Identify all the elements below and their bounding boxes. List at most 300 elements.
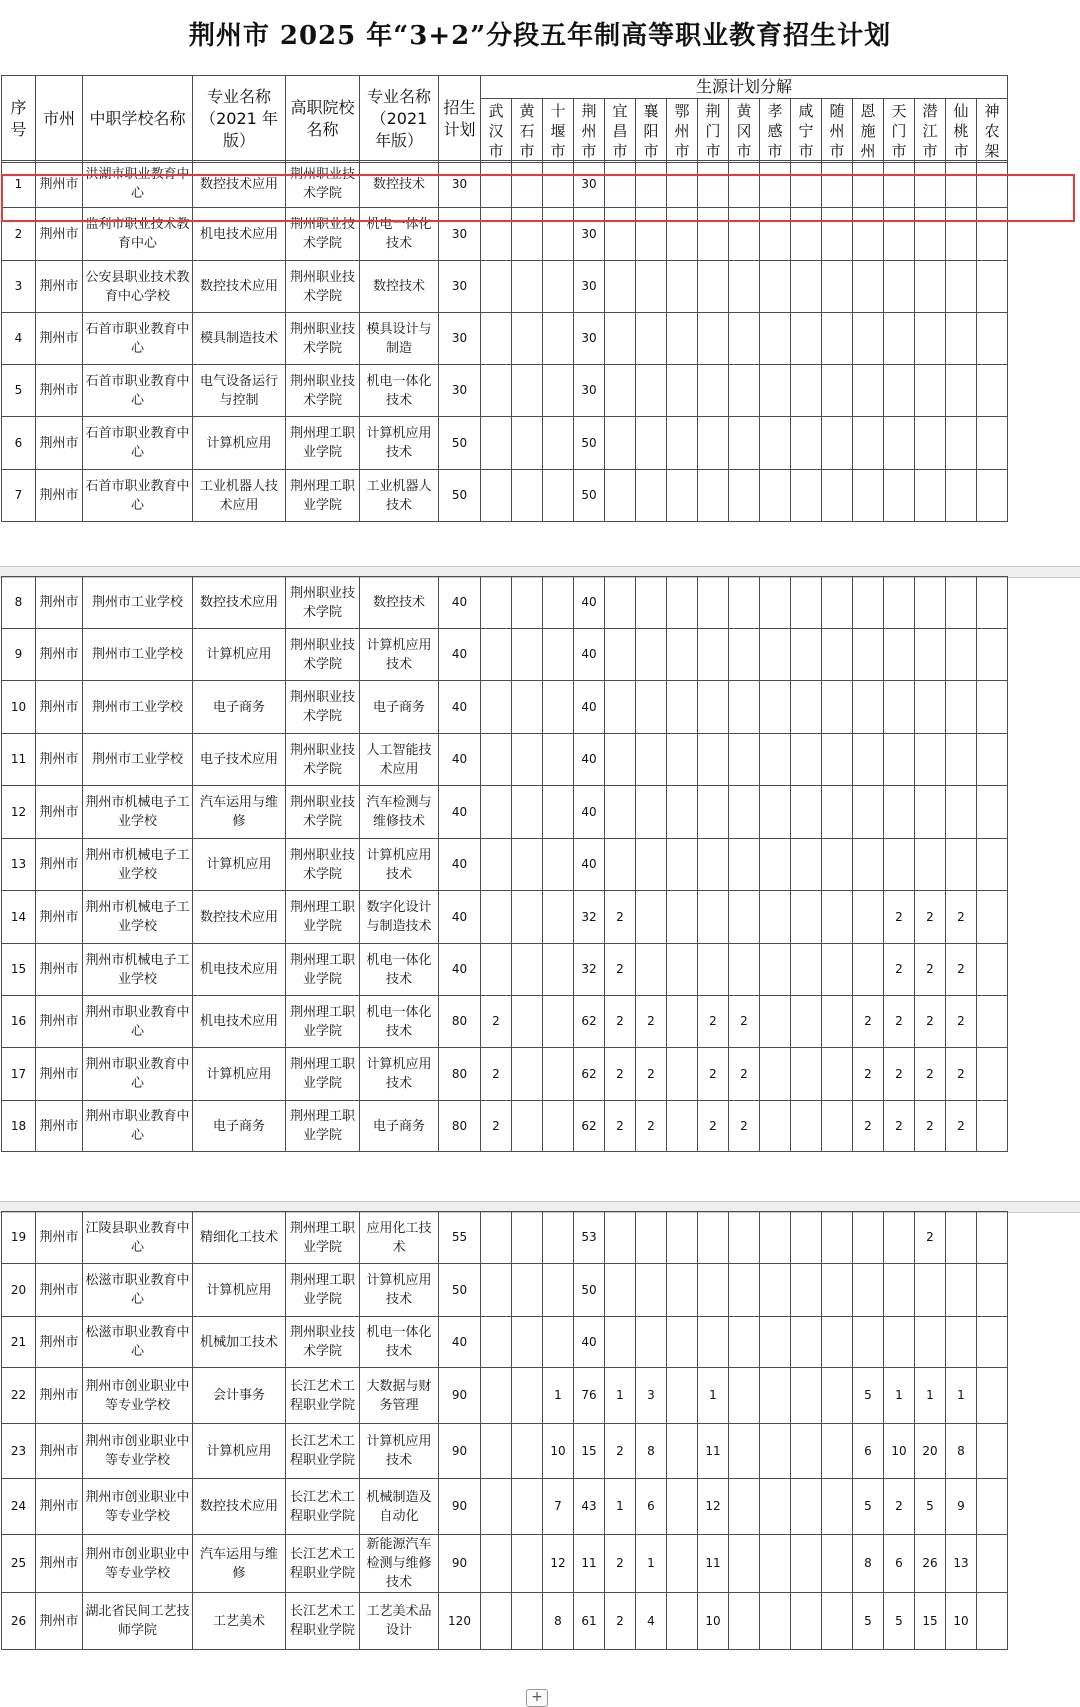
cell-region-quota: [915, 261, 946, 313]
table-row[interactable]: [2, 1479, 1008, 1535]
cell-region-quota: [853, 161, 884, 208]
cell-region-quota: [605, 208, 636, 261]
cell-school: 荆州市工业学校: [83, 577, 193, 629]
cell-region-quota: [698, 734, 729, 786]
cell-region-quota: [481, 681, 512, 734]
cell-city: 荆州市: [36, 734, 83, 786]
table-row[interactable]: [2, 1317, 1008, 1368]
cell-region-quota: [512, 1212, 543, 1264]
cell-region-quota: [946, 577, 977, 629]
cell-college: 荆州理工职业学院: [286, 891, 360, 944]
cell-region-quota: [512, 1048, 543, 1101]
cell-region-quota: [729, 470, 760, 522]
cell-region-quota: [884, 681, 915, 734]
cell-college: 荆州职业技术学院: [286, 681, 360, 734]
cell-college-major: 机电一体化技术: [360, 1317, 439, 1368]
cell-college: 荆州理工职业学院: [286, 417, 360, 470]
cell-region-quota: [884, 1212, 915, 1264]
cell-major: 机电技术应用: [193, 208, 286, 261]
cell-region-quota: 2: [605, 1101, 636, 1152]
cell-college-major: 工业机器人技术: [360, 470, 439, 522]
cell-region-quota: 13: [946, 1535, 977, 1593]
cell-college-major: 汽车检测与维修技术: [360, 786, 439, 839]
cell-plan: 30: [439, 208, 481, 261]
cell-region-quota: [667, 417, 698, 470]
cell-region-quota: [853, 891, 884, 944]
table-row[interactable]: [2, 1368, 1008, 1424]
cell-school: 荆州市创业职业中等专业学校: [83, 1368, 193, 1424]
table-header: [1, 75, 1008, 163]
cell-major: 数控技术应用: [193, 261, 286, 313]
cell-region-quota: 11: [698, 1424, 729, 1479]
cell-region-quota: [977, 1424, 1008, 1479]
cell-region-quota: [915, 313, 946, 365]
cell-region-quota: [698, 891, 729, 944]
cell-region-quota: [481, 786, 512, 839]
cell-plan: 40: [439, 629, 481, 681]
cell-plan: 55: [439, 1212, 481, 1264]
cell-region-quota: 2: [853, 996, 884, 1048]
cell-region-quota: [481, 577, 512, 629]
cell-region-quota: [822, 313, 853, 365]
cell-region-quota: [729, 786, 760, 839]
cell-region-quota: 10: [884, 1424, 915, 1479]
header-plan: 招生计划: [439, 76, 481, 163]
cell-region-quota: [760, 1424, 791, 1479]
cell-region-quota: [822, 734, 853, 786]
cell-region-quota: [512, 470, 543, 522]
cell-region-quota: [605, 786, 636, 839]
table-row[interactable]: [2, 365, 1008, 417]
cell-region-quota: 8: [946, 1424, 977, 1479]
cell-college-major: 机电一体化技术: [360, 996, 439, 1048]
cell-region-quota: [667, 313, 698, 365]
cell-school: 石首市职业教育中心: [83, 313, 193, 365]
cell-region-quota: [636, 1317, 667, 1368]
cell-region-quota: [977, 577, 1008, 629]
cell-region-quota: [977, 1101, 1008, 1152]
cell-city: 荆州市: [36, 1424, 83, 1479]
cell-region-quota: [791, 365, 822, 417]
add-row-button[interactable]: +: [526, 1689, 548, 1707]
cell-plan: 50: [439, 1264, 481, 1317]
cell-major: 工艺美术: [193, 1593, 286, 1650]
cell-school: 湖北省民间工艺技师学院: [83, 1593, 193, 1650]
cell-seq: 23: [2, 1424, 36, 1479]
cell-region-quota: [977, 839, 1008, 891]
cell-region-quota: 2: [884, 996, 915, 1048]
table-row[interactable]: [2, 161, 1008, 208]
cell-seq: 9: [2, 629, 36, 681]
cell-region-quota: [822, 261, 853, 313]
cell-region-quota: 6: [636, 1479, 667, 1535]
cell-seq: 20: [2, 1264, 36, 1317]
cell-college-major: 计算机应用技术: [360, 417, 439, 470]
cell-seq: 4: [2, 313, 36, 365]
cell-school: 公安县职业技术教育中心学校: [83, 261, 193, 313]
cell-region-quota: [605, 417, 636, 470]
cell-college-major: 电子商务: [360, 1101, 439, 1152]
cell-city: 荆州市: [36, 996, 83, 1048]
cell-region-quota: [729, 681, 760, 734]
cell-region-quota: [512, 577, 543, 629]
cell-major: 机械加工技术: [193, 1317, 286, 1368]
cell-region-quota: [977, 1317, 1008, 1368]
cell-region-quota: [822, 839, 853, 891]
cell-region-quota: [636, 839, 667, 891]
cell-region-quota: [729, 891, 760, 944]
cell-region-quota: [729, 313, 760, 365]
cell-seq: 15: [2, 944, 36, 996]
cell-region-quota: [946, 734, 977, 786]
cell-plan: 40: [439, 891, 481, 944]
cell-region-quota: [729, 261, 760, 313]
cell-region-quota: 2: [605, 1048, 636, 1101]
cell-plan: 90: [439, 1368, 481, 1424]
cell-college-major: 数字化设计与制造技术: [360, 891, 439, 944]
cell-region-quota: [977, 1535, 1008, 1593]
cell-region-quota: 26: [915, 1535, 946, 1593]
cell-region-quota: 2: [946, 944, 977, 996]
table-row[interactable]: [2, 313, 1008, 365]
cell-region-quota: [729, 944, 760, 996]
cell-city: 荆州市: [36, 891, 83, 944]
cell-region-quota: [946, 839, 977, 891]
cell-region-quota: 2: [915, 1048, 946, 1101]
cell-region-quota: 1: [698, 1368, 729, 1424]
cell-college: 荆州理工职业学院: [286, 944, 360, 996]
cell-region-quota: [791, 1264, 822, 1317]
cell-school: 荆州市职业教育中心: [83, 1048, 193, 1101]
table-row[interactable]: [2, 1593, 1008, 1650]
cell-region-quota: [512, 891, 543, 944]
cell-region-quota: 2: [884, 1479, 915, 1535]
cell-region-quota: 2: [698, 1048, 729, 1101]
table-row[interactable]: [2, 261, 1008, 313]
cell-region-quota: [760, 1317, 791, 1368]
header-college: 高职院校名称: [286, 76, 360, 163]
cell-region-quota: 15: [574, 1424, 605, 1479]
cell-region-quota: [977, 681, 1008, 734]
table-row[interactable]: [2, 1212, 1008, 1264]
cell-school: 荆州市工业学校: [83, 681, 193, 734]
cell-region-quota: [512, 629, 543, 681]
cell-region-quota: 8: [636, 1424, 667, 1479]
cell-region-quota: [512, 417, 543, 470]
cell-region-quota: [853, 1317, 884, 1368]
table-row[interactable]: [2, 1101, 1008, 1152]
cell-region-quota: [884, 261, 915, 313]
cell-region-quota: [605, 161, 636, 208]
cell-college-major: 计算机应用技术: [360, 1048, 439, 1101]
cell-college: 荆州职业技术学院: [286, 161, 360, 208]
cell-region-quota: [512, 261, 543, 313]
cell-region-quota: [729, 629, 760, 681]
cell-region-quota: [667, 1101, 698, 1152]
cell-region-quota: [822, 1264, 853, 1317]
cell-region-quota: 2: [915, 944, 946, 996]
cell-region-quota: 2: [884, 1048, 915, 1101]
header-region: 仙桃市: [946, 99, 977, 163]
cell-region-quota: [822, 944, 853, 996]
cell-region-quota: [822, 996, 853, 1048]
cell-region-quota: 40: [574, 839, 605, 891]
cell-region-quota: [977, 629, 1008, 681]
cell-region-quota: [884, 417, 915, 470]
cell-region-quota: 30: [574, 313, 605, 365]
cell-region-quota: [512, 681, 543, 734]
cell-region-quota: [636, 734, 667, 786]
cell-region-quota: [729, 577, 760, 629]
table-row[interactable]: [2, 944, 1008, 996]
cell-region-quota: [729, 161, 760, 208]
cell-plan: 80: [439, 1101, 481, 1152]
cell-region-quota: [946, 261, 977, 313]
cell-seq: 1: [2, 161, 36, 208]
cell-region-quota: [512, 944, 543, 996]
cell-region-quota: [760, 629, 791, 681]
cell-school: 松滋市职业教育中心: [83, 1317, 193, 1368]
cell-plan: 90: [439, 1424, 481, 1479]
cell-city: 荆州市: [36, 313, 83, 365]
cell-region-quota: [791, 734, 822, 786]
header-region: 恩施州: [853, 99, 884, 163]
cell-region-quota: [977, 161, 1008, 208]
cell-college-major: 计算机应用技术: [360, 1264, 439, 1317]
cell-college-major: 计算机应用技术: [360, 839, 439, 891]
cell-college-major: 数控技术: [360, 161, 439, 208]
cell-region-quota: [853, 786, 884, 839]
cell-college: 荆州职业技术学院: [286, 577, 360, 629]
cell-region-quota: [791, 839, 822, 891]
cell-seq: 2: [2, 208, 36, 261]
cell-region-quota: [636, 161, 667, 208]
cell-region-quota: [481, 1212, 512, 1264]
cell-region-quota: [977, 996, 1008, 1048]
header-region: 孝感市: [760, 99, 791, 163]
table-row[interactable]: [2, 786, 1008, 839]
cell-region-quota: [698, 1264, 729, 1317]
cell-school: 荆州市创业职业中等专业学校: [83, 1424, 193, 1479]
cell-region-quota: 2: [636, 1048, 667, 1101]
cell-region-quota: [698, 417, 729, 470]
cell-region-quota: 2: [853, 1048, 884, 1101]
cell-region-quota: [512, 1264, 543, 1317]
cell-region-quota: [822, 577, 853, 629]
cell-plan: 80: [439, 1048, 481, 1101]
cell-region-quota: [512, 996, 543, 1048]
cell-region-quota: [605, 629, 636, 681]
cell-region-quota: [543, 417, 574, 470]
cell-region-quota: [946, 1212, 977, 1264]
cell-region-quota: 30: [574, 208, 605, 261]
cell-region-quota: [636, 417, 667, 470]
table-row[interactable]: [2, 891, 1008, 944]
cell-plan: 80: [439, 996, 481, 1048]
cell-region-quota: [729, 1317, 760, 1368]
cell-region-quota: 4: [636, 1593, 667, 1650]
cell-region-quota: 2: [884, 944, 915, 996]
cell-region-quota: 2: [605, 996, 636, 1048]
cell-region-quota: [884, 734, 915, 786]
cell-region-quota: [760, 1593, 791, 1650]
cell-region-quota: [977, 313, 1008, 365]
table-row[interactable]: [2, 208, 1008, 261]
cell-region-quota: 43: [574, 1479, 605, 1535]
cell-major: 工业机器人技术应用: [193, 470, 286, 522]
cell-region-quota: 76: [574, 1368, 605, 1424]
cell-region-quota: [605, 577, 636, 629]
cell-major: 计算机应用: [193, 629, 286, 681]
header-region: 咸宁市: [791, 99, 822, 163]
cell-school: 荆州市机械电子工业学校: [83, 944, 193, 996]
cell-region-quota: 6: [853, 1424, 884, 1479]
cell-region-quota: [667, 1048, 698, 1101]
cell-region-quota: [543, 1101, 574, 1152]
cell-city: 荆州市: [36, 944, 83, 996]
cell-seq: 12: [2, 786, 36, 839]
cell-region-quota: [760, 365, 791, 417]
cell-plan: 50: [439, 417, 481, 470]
cell-city: 荆州市: [36, 417, 83, 470]
table-row[interactable]: [2, 839, 1008, 891]
table-row[interactable]: [2, 996, 1008, 1048]
cell-region-quota: [853, 470, 884, 522]
cell-region-quota: 62: [574, 996, 605, 1048]
cell-region-quota: [636, 313, 667, 365]
cell-plan: 30: [439, 365, 481, 417]
cell-plan: 40: [439, 944, 481, 996]
cell-seq: 17: [2, 1048, 36, 1101]
cell-region-quota: 62: [574, 1101, 605, 1152]
cell-region-quota: [729, 839, 760, 891]
cell-region-quota: [791, 891, 822, 944]
table-row[interactable]: [2, 629, 1008, 681]
cell-region-quota: [605, 1317, 636, 1368]
cell-region-quota: [698, 577, 729, 629]
cell-major: 计算机应用: [193, 839, 286, 891]
cell-region-quota: [667, 1264, 698, 1317]
cell-region-quota: [698, 839, 729, 891]
cell-school: 荆州市职业教育中心: [83, 1101, 193, 1152]
cell-seq: 7: [2, 470, 36, 522]
cell-major: 精细化工技术: [193, 1212, 286, 1264]
table-row[interactable]: [2, 1535, 1008, 1593]
cell-region-quota: [512, 1101, 543, 1152]
cell-college: 荆州理工职业学院: [286, 470, 360, 522]
cell-region-quota: [512, 786, 543, 839]
cell-seq: 3: [2, 261, 36, 313]
cell-region-quota: [636, 365, 667, 417]
cell-region-quota: [481, 261, 512, 313]
cell-region-quota: 2: [605, 891, 636, 944]
cell-region-quota: [543, 1264, 574, 1317]
cell-city: 荆州市: [36, 1048, 83, 1101]
cell-region-quota: 10: [543, 1424, 574, 1479]
header-seq: 序号: [2, 76, 36, 163]
cell-region-quota: [822, 1368, 853, 1424]
cell-region-quota: [698, 313, 729, 365]
cell-region-quota: [512, 1368, 543, 1424]
cell-region-quota: [791, 944, 822, 996]
table-row[interactable]: [2, 734, 1008, 786]
cell-region-quota: [853, 313, 884, 365]
cell-region-quota: [915, 470, 946, 522]
table-row[interactable]: [2, 1264, 1008, 1317]
table-row[interactable]: [2, 417, 1008, 470]
cell-city: 荆州市: [36, 1264, 83, 1317]
cell-region-quota: [667, 891, 698, 944]
cell-plan: 50: [439, 470, 481, 522]
cell-region-quota: [791, 208, 822, 261]
cell-college: 荆州职业技术学院: [286, 629, 360, 681]
cell-region-quota: [512, 208, 543, 261]
cell-seq: 8: [2, 577, 36, 629]
cell-region-quota: [667, 1479, 698, 1535]
cell-region-quota: [636, 208, 667, 261]
cell-region-quota: [760, 1264, 791, 1317]
cell-region-quota: [512, 313, 543, 365]
cell-region-quota: [915, 161, 946, 208]
cell-region-quota: [636, 944, 667, 996]
cell-city: 荆州市: [36, 681, 83, 734]
cell-region-quota: [760, 313, 791, 365]
header-region: 十堰市: [543, 99, 574, 163]
header-region: 潜江市: [915, 99, 946, 163]
cell-region-quota: [729, 1479, 760, 1535]
table-row[interactable]: [2, 681, 1008, 734]
cell-region-quota: [791, 1212, 822, 1264]
cell-region-quota: [977, 365, 1008, 417]
cell-region-quota: 11: [574, 1535, 605, 1593]
cell-plan: 30: [439, 313, 481, 365]
cell-region-quota: [698, 365, 729, 417]
cell-region-quota: [667, 944, 698, 996]
cell-region-quota: [543, 629, 574, 681]
header-breakdown: 生源计划分解: [481, 76, 1008, 99]
table-row[interactable]: [2, 1424, 1008, 1479]
cell-region-quota: [853, 577, 884, 629]
cell-region-quota: [946, 629, 977, 681]
cell-region-quota: [698, 161, 729, 208]
cell-region-quota: 1: [605, 1479, 636, 1535]
cell-region-quota: 8: [853, 1535, 884, 1593]
cell-college-major: 机电一体化技术: [360, 208, 439, 261]
cell-region-quota: [543, 1317, 574, 1368]
header-region: 荆门市: [698, 99, 729, 163]
cell-region-quota: [636, 786, 667, 839]
cell-region-quota: [791, 261, 822, 313]
cell-region-quota: 12: [698, 1479, 729, 1535]
cell-region-quota: [512, 365, 543, 417]
cell-region-quota: [977, 1593, 1008, 1650]
cell-region-quota: [884, 313, 915, 365]
table-row[interactable]: [2, 1048, 1008, 1101]
cell-college: 荆州职业技术学院: [286, 1317, 360, 1368]
cell-region-quota: [791, 1593, 822, 1650]
header-region: 天门市: [884, 99, 915, 163]
cell-city: 荆州市: [36, 1479, 83, 1535]
table-row[interactable]: [2, 470, 1008, 522]
table-row[interactable]: [2, 577, 1008, 629]
cell-region-quota: [760, 1101, 791, 1152]
cell-region-quota: [822, 1479, 853, 1535]
cell-region-quota: [822, 1101, 853, 1152]
cell-region-quota: 2: [946, 1048, 977, 1101]
cell-region-quota: 2: [636, 1101, 667, 1152]
cell-region-quota: [915, 839, 946, 891]
cell-region-quota: 5: [853, 1368, 884, 1424]
